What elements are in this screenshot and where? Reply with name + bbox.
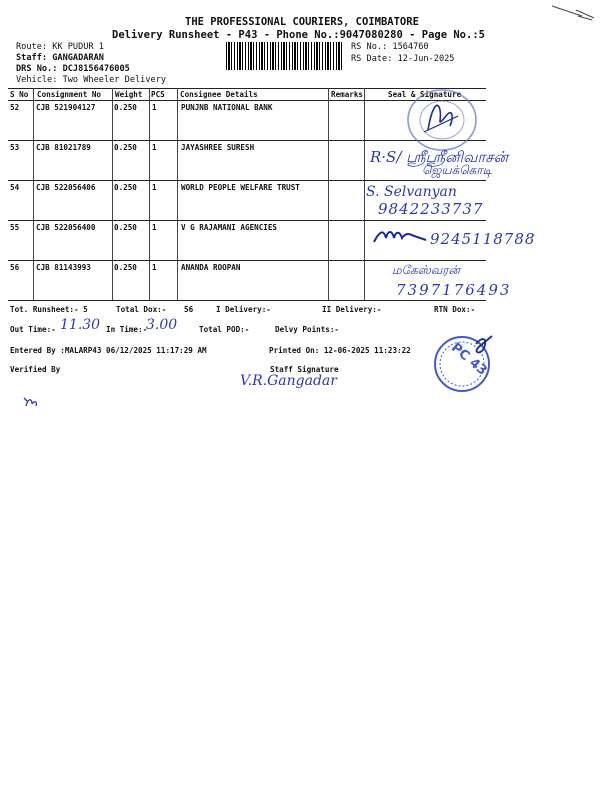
row-pcs: 1	[152, 183, 157, 192]
row-pcs: 1	[152, 223, 157, 232]
out-time-label: Out Time:-	[10, 325, 56, 334]
row-sno: 55	[10, 223, 20, 232]
company-title: THE PROFESSIONAL COURIERS, COIMBATORE	[185, 16, 419, 28]
pc43-stamp-text: PC 43	[448, 340, 490, 379]
corner-scribble	[548, 2, 598, 22]
col-consignee: Consignee Details	[180, 90, 258, 99]
total-dox-value: 56	[184, 305, 194, 314]
rtn-dox: RTN Dox:-	[434, 305, 476, 314]
row-pcs: 1	[152, 263, 157, 272]
row-consignee: V G RAJAMANI AGENCIES	[181, 223, 278, 232]
barcode	[226, 42, 342, 70]
row-consignment: CJB 81021789	[36, 143, 91, 152]
col-weight: Weight	[115, 90, 143, 99]
row56-phone: 7397176493	[396, 281, 512, 299]
in-time-label: In Time:-	[106, 325, 148, 334]
i-delivery: I Delivery:-	[216, 305, 271, 314]
runsheet-subtitle: Delivery Runsheet - P43 - Phone No.:9047080280 - Page No.:5	[112, 29, 485, 41]
staff: Staff: GANGADARAN	[16, 53, 104, 63]
row54-name: S. Selvanyan	[366, 184, 457, 200]
route: Route: KK PUDUR 1	[16, 42, 104, 52]
staff-signature-label: Staff Signature	[270, 365, 339, 374]
total-dox-label: Total Dox:-	[116, 305, 167, 314]
verified-by: Verified By	[10, 365, 61, 374]
row-pcs: 1	[152, 103, 157, 112]
printed-on: Printed On: 12-06-2025 11:23:22	[269, 346, 411, 355]
col-remarks: Remarks	[331, 90, 364, 99]
vehicle: Vehicle: Two Wheeler Delivery	[16, 75, 167, 85]
bank-stamp	[398, 86, 488, 146]
row-consignment: CJB 522056406	[36, 183, 96, 192]
col-consignment: Consignment No	[37, 90, 102, 99]
in-time-value: 3.00	[146, 317, 178, 333]
col-seal-signature: Seal & Signature	[388, 90, 462, 99]
total-pod: Total POD:-	[199, 325, 250, 334]
col-sno: S No	[10, 90, 29, 99]
verified-scribble	[20, 392, 50, 412]
row-consignee: PUNJNB NATIONAL BANK	[181, 103, 273, 112]
row-consignment: CJB 522056400	[36, 223, 96, 232]
row53-signature: R·S/ ஸ்ரீஸ்ரீனிவாசன்	[370, 148, 509, 166]
staff-signature: V.R.Gangadar	[240, 373, 337, 389]
rs-number: RS No.: 1564760	[351, 42, 429, 52]
row-weight: 0.250	[114, 103, 137, 112]
ii-delivery: II Delivery:-	[322, 305, 382, 314]
row-consignment: CJB 81143993	[36, 263, 91, 272]
row-consignee: WORLD PEOPLE WELFARE TRUST	[181, 183, 300, 192]
delvy-points: Delvy Points:-	[275, 325, 340, 334]
row-weight: 0.250	[114, 263, 137, 272]
row-sno: 56	[10, 263, 20, 272]
row55-phone: 9245118788	[430, 230, 536, 248]
row-consignee: JAYASHREE SURESH	[181, 143, 255, 152]
row54-phone: 9842233737	[378, 200, 484, 218]
rs-date: RS Date: 12-Jun-2025	[351, 54, 455, 64]
col-pcs: PCS	[151, 90, 165, 99]
drs-number: DRS No.: DCJ8156476005	[16, 64, 130, 74]
row56-name: மகேஸ்வரன்	[392, 263, 461, 277]
row-weight: 0.250	[114, 143, 137, 152]
row-sno: 54	[10, 183, 20, 192]
out-time-value: 11.30	[60, 317, 101, 333]
row-weight: 0.250	[114, 183, 137, 192]
row-sno: 52	[10, 103, 20, 112]
row-consignment: CJB 521904127	[36, 103, 96, 112]
row-weight: 0.250	[114, 223, 137, 232]
row-sno: 53	[10, 143, 20, 152]
row-pcs: 1	[152, 143, 157, 152]
tot-runsheet: Tot. Runsheet:- 5	[10, 305, 88, 314]
row55-signature-scribble	[370, 226, 430, 248]
row53-signature-line2: ஜெயக்கொடி	[422, 163, 493, 177]
entered-by: Entered By :MALARP43 06/12/2025 11:17:29 AM	[10, 346, 207, 355]
row-consignee: ANANDA ROOPAN	[181, 263, 241, 272]
